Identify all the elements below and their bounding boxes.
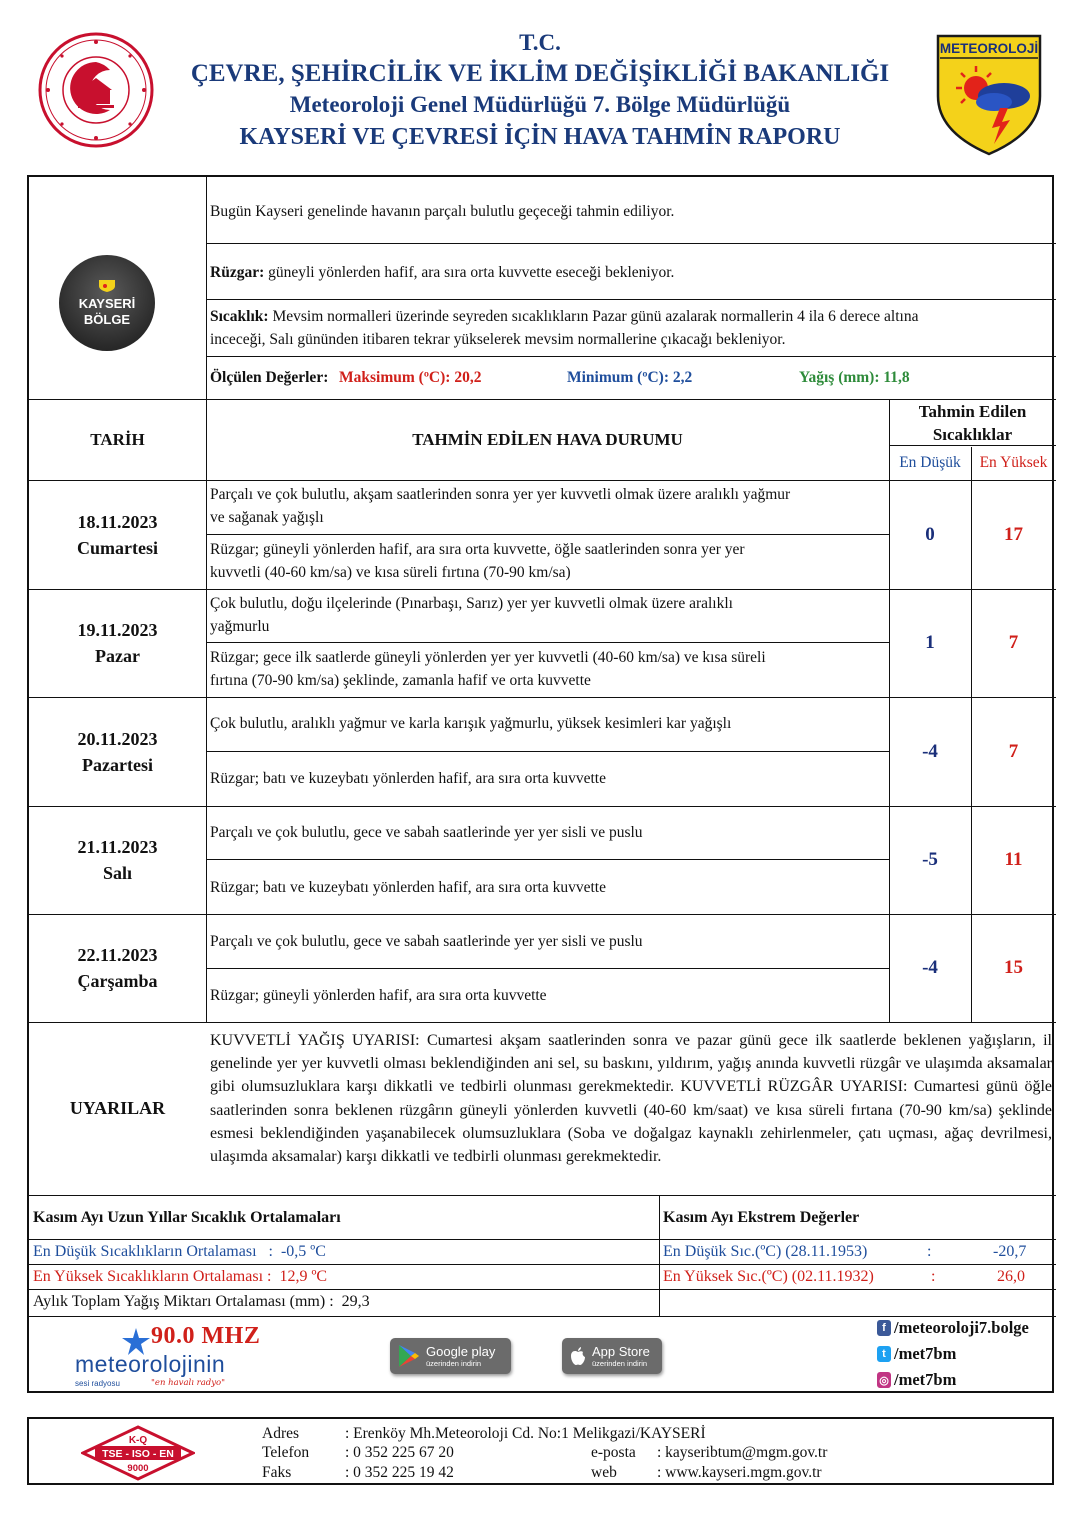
header-ministry: ÇEVRE, ŞEHİRCİLİK VE İKLİM DEĞİŞİKLİĞİ BAKANLIĞI — [190, 60, 890, 87]
row-day: Salı — [102, 863, 132, 883]
climate-ext-low-colon: : — [927, 1243, 932, 1260]
twitter-handle: /met7bm — [894, 1344, 957, 1363]
row-weather-line2: yağmurlu — [210, 618, 270, 635]
meteoroloji-logo-text: METEOROLOJİ — [939, 41, 1039, 56]
row-temp-low: -4 — [922, 957, 938, 978]
kq-line1: K-Q — [128, 1435, 148, 1446]
col-header-temps-line1: Tahmin Edilen — [918, 402, 1027, 421]
google-play-icon — [398, 1344, 420, 1368]
row-date-cell — [29, 697, 206, 806]
row-date: 19.11.2023 — [77, 620, 158, 640]
row-temp-high: 7 — [1008, 740, 1019, 762]
row-day: Pazar — [95, 646, 140, 666]
kq-certification-badge — [81, 1425, 195, 1481]
facebook-handle: /meteoroloji7.bolge — [894, 1318, 1029, 1337]
email-label: e-posta — [591, 1444, 636, 1461]
apple-icon — [570, 1346, 586, 1366]
email-value[interactable]: : kayseribtum@mgm.gov.tr — [657, 1444, 828, 1461]
row-temp-low: -4 — [922, 740, 938, 762]
address-label: Adres — [262, 1425, 300, 1442]
warnings-text: KUVVETLİ YAĞIŞ UYARISI: Cumartesi akşam saatlerinden sonra ve pazar günü gece ilk saatlerde beklenen yağışların, il genelinde yer yer kuvvetli olması beklendiğinden ani sel, su baskını, yıldırım, yağış anında kuvvetli rüzgâr ve ulaşımda aksamalar gibi olumsuzluklara karşı dikkatli ve tedbirli olunması gerekmektedir. KUVVETLİ RÜZGÂR UYARISI: Cumartesi günü öğle saatlerinden sonra beklenen rüzgârın güneyli yönlerden kuvvetli (40-60 km/saat) ve kısa süreli fırtana (70-90 km/sa) şeklinde esmesi beklendiğinden yaşanabilecek olumsuzluklara (Soba ve doğalgaz kaynaklı zehirlenmeler, çatı uçması, ağaç devrilmesi, ulaşımda aksamalar) karşı dikkatli ve tedbirli olunması gerekmektedir. — [210, 1032, 1052, 1166]
row-temp-high: 11 — [1004, 849, 1023, 870]
row-day: Pazartesi — [82, 754, 153, 775]
climate-extreme-title: Kasım Ayı Ekstrem Değerler — [663, 1209, 860, 1226]
climate-avg-title: Kasım Ayı Uzun Yıllar Sıcaklık Ortalamaları — [33, 1209, 341, 1226]
badge-line-kayseri: KAYSERİ — [78, 295, 136, 311]
instagram-icon: ◎ — [877, 1372, 891, 1388]
twitter-icon: t — [877, 1346, 891, 1362]
row-wind-line1: Rüzgar; batı ve kuzeybatı yönlerden hafif, ara sıra orta kuvvette — [210, 770, 606, 787]
mini-shield-icon — [98, 279, 116, 293]
radio-name: meteorolojinin — [75, 1351, 226, 1377]
instagram-link[interactable] — [877, 1370, 956, 1390]
header-directorate: Meteoroloji Genel Müdürlüğü 7. Bölge Müdürlüğü — [289, 92, 791, 117]
meteoroloji-shield-icon — [934, 32, 1044, 156]
row-temp-low: 0 — [925, 523, 935, 545]
row-temp-high: 7 — [1008, 632, 1019, 653]
row-temp-high: 17 — [1004, 523, 1023, 545]
climate-avg-rain: Aylık Toplam Yağış Miktarı Ortalaması (mm) : 29,3 — [33, 1293, 370, 1310]
col-header-date: TARİH — [90, 429, 145, 449]
row-weather-line1: Çok bulutlu, doğu ilçelerinde (Pınarbaşı, Sarız) yer yer kuvvetli olmak üzere aralıklı — [210, 595, 733, 612]
climate-ext-high-colon: : — [931, 1268, 936, 1285]
badge-line-bolge: BÖLGE — [83, 311, 131, 327]
app-store-sub: üzerinden indirin — [592, 1358, 648, 1368]
climate-avg-low: En Düşük Sıcaklıkların Ortalaması : -0,5 ºC — [33, 1243, 326, 1260]
web-value[interactable]: : www.kayseri.mgm.gov.tr — [657, 1464, 822, 1481]
climate-ext-low-value: -20,7 — [993, 1243, 1027, 1260]
row-date-cell — [29, 589, 206, 697]
row-wind-line2: fırtına (70-90 km/sa) şeklinde, zamanla hafif ve orta kuvvette — [210, 672, 591, 689]
instagram-handle: /met7bm — [894, 1370, 957, 1389]
row-weather-line1: Parçalı ve çok bulutlu, gece ve sabah saatlerinde yer yer sisli ve puslu — [210, 824, 643, 841]
radio-sub: sesi radyosu — [75, 1379, 120, 1388]
facebook-link[interactable] — [877, 1318, 1029, 1338]
row-weather-line1: Parçalı ve çok bulutlu, gece ve sabah saatlerinde yer yer sisli ve puslu — [210, 933, 643, 950]
header-report-title: KAYSERİ VE ÇEVRESİ İÇİN HAVA TAHMİN RAPORU — [239, 124, 841, 150]
measured-rain: Yağış (mm): 11,8 — [799, 369, 910, 386]
kq-line3: 9000 — [127, 1463, 149, 1474]
row-wind-line2: kuvvetli (40-60 km/sa) ve kısa süreli fırtına (70-90 km/sa) — [210, 564, 571, 581]
climate-ext-high-value: 26,0 — [997, 1268, 1025, 1285]
twitter-link[interactable] — [877, 1344, 956, 1364]
row-temp-high: 15 — [1004, 957, 1023, 978]
row-day: Çarşamba — [77, 971, 158, 991]
col-header-high: En Yüksek — [979, 453, 1048, 471]
header-line-tc: T.C. — [519, 30, 561, 55]
kayseri-bolge-badge — [59, 255, 155, 351]
row-temp-low: 1 — [925, 632, 935, 653]
phone-label: Telefon — [262, 1444, 310, 1461]
climate-avg-high: En Yüksek Sıcaklıkların Ortalaması : 12,9 ºC — [33, 1268, 328, 1285]
row-wind-line1: Rüzgar; güneyli yönlerden hafif, ara sıra orta kuvvette, öğle saatlerinden sonra yer yer — [210, 541, 745, 558]
fax-value: : 0 352 225 19 42 — [345, 1464, 454, 1481]
summary-wind-label: Rüzgar: — [210, 264, 265, 281]
row-day: Cumartesi — [77, 537, 158, 558]
summary-temp-line1: Mevsim normalleri üzerinde seyreden sıcaklıkların Pazar günü azalarak normallerin 4 ila 6 derece altına — [272, 308, 919, 325]
facebook-icon: f — [877, 1320, 891, 1336]
summary-general: Bugün Kayseri genelinde havanın parçalı bulutlu geçeceği tahmin ediliyor. — [210, 203, 675, 220]
radio-slogan: "en havalı radyo" — [151, 1378, 226, 1388]
report-header — [0, 0, 1080, 172]
measured-label: Ölçülen Değerler: — [210, 369, 329, 386]
google-play-button[interactable] — [390, 1338, 511, 1374]
row-date-cell — [29, 480, 206, 589]
ministry-seal-icon — [38, 32, 154, 148]
row-weather-line2: ve sağanak yağışlı — [210, 509, 324, 526]
col-header-low: En Düşük — [899, 453, 961, 471]
app-store-button[interactable] — [562, 1338, 662, 1374]
row-weather-line1: Çok bulutlu, aralıklı yağmur ve karla karışık yağmurlu, yüksek kesimleri kar yağışlı — [210, 715, 732, 732]
row-wind-line1: Rüzgar; batı ve kuzeybatı yönlerden hafif, ara sıra orta kuvvette — [210, 879, 606, 896]
contact-footer — [27, 1417, 1054, 1485]
summary-temp — [210, 305, 918, 328]
fax-label: Faks — [262, 1464, 292, 1481]
phone-value: : 0 352 225 67 20 — [345, 1444, 454, 1461]
row-date: 18.11.2023 — [77, 511, 158, 532]
row-wind-line1: Rüzgar; güneyli yönlerden hafif, ara sıra orta kuvvette — [210, 987, 547, 1004]
row-date: 21.11.2023 — [77, 837, 158, 857]
row-date: 22.11.2023 — [77, 945, 158, 965]
col-header-weather: TAHMİN EDİLEN HAVA DURUMU — [412, 429, 683, 449]
radio-frequency: 90.0 MHZ — [151, 1323, 261, 1349]
row-date: 20.11.2023 — [77, 728, 158, 749]
row-temp-low: -5 — [922, 849, 938, 870]
col-header-temps — [889, 399, 1056, 446]
climate-ext-low-label: En Düşük Sıc.(ºC) (28.11.1953) — [663, 1243, 868, 1260]
row-date-cell — [29, 806, 206, 914]
measured-min: Minimum (ºC): 2,2 — [567, 369, 693, 386]
app-store-label: App Store — [592, 1343, 650, 1359]
climate-ext-high-label: En Yüksek Sıc.(ºC) (02.11.1932) — [663, 1268, 874, 1285]
forecast-report-box — [27, 175, 1054, 1393]
row-date-cell — [29, 914, 206, 1022]
summary-wind-text: güneyli yönlerden hafif, ara sıra orta kuvvette eseceği bekleniyor. — [268, 264, 675, 281]
measured-max: Maksimum (ºC): 20,2 — [339, 369, 482, 386]
google-play-label: Google play — [426, 1343, 496, 1359]
warnings-label: UYARILAR — [69, 1098, 166, 1118]
radio-logo[interactable] — [73, 1323, 263, 1389]
kq-line2: TSE - ISO - EN — [102, 1448, 174, 1460]
google-play-sub: üzerinden indirin — [426, 1358, 482, 1368]
summary-temp-line2: inceceği, Salı gününden itibaren tekrar yükselerek mevsim normallerine çıkacağı bekleniyor. — [210, 331, 786, 348]
col-header-temps-line2: Sıcaklıklar — [932, 425, 1013, 444]
address-value: : Erenköy Mh.Meteoroloji Cd. No:1 Melikgazi/KAYSERİ — [345, 1425, 706, 1442]
summary-wind — [210, 261, 674, 284]
web-label: web — [591, 1464, 617, 1481]
row-wind-line1: Rüzgar; gece ilk saatlerde güneyli yönlerden yer yer kuvvetli (40-60 km/sa) ve kısa süreli — [210, 649, 766, 666]
row-weather-line1: Parçalı ve çok bulutlu, akşam saatlerinden sonra yer yer kuvvetli olmak üzere aralıklı yağmur — [210, 486, 791, 503]
summary-temp-label: Sıcaklık: — [210, 308, 269, 325]
